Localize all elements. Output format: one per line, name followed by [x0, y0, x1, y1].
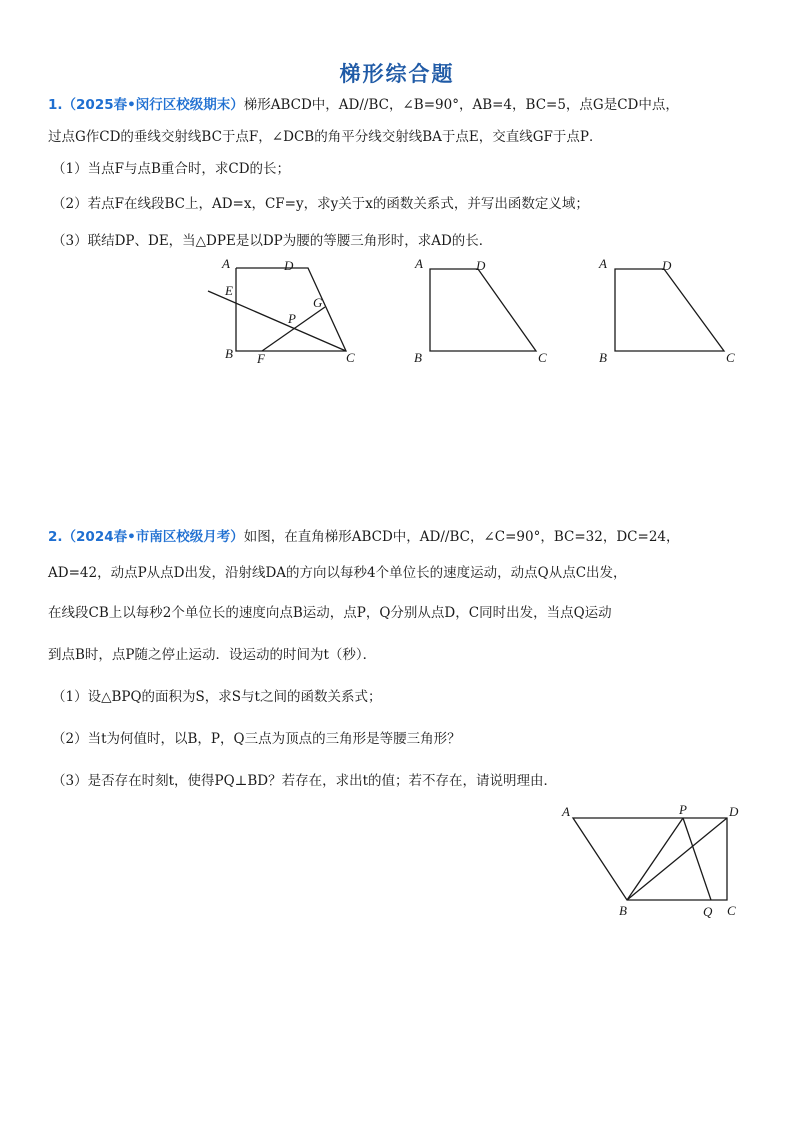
q1-part-1: （1）当点F与点B重合时，求CD的长；	[52, 161, 291, 177]
q1-part-2: （2）若点F在线段BC上，AD=x，CF=y，求y关于x的函数关系式，并写出函数定义域；	[52, 196, 589, 212]
q2-fig-label-q: Q	[703, 904, 713, 919]
q1-fig1-label-d: D	[284, 258, 294, 273]
q1-fig2-label-c: C	[538, 350, 547, 365]
q1-fig1-label-g: G	[313, 295, 323, 310]
q1-part-3: （3）联结DP、DE，当△DPE是以DP为腰的等腰三角形时，求AD的长．	[52, 233, 493, 249]
q1-fig2-trapezoid	[430, 269, 536, 351]
q2-fig-label-p: P	[679, 802, 687, 817]
q1-fig1-label-c: C	[346, 350, 355, 365]
q2-fig-label-a: A	[562, 804, 570, 819]
q1-fig1-trapezoid	[236, 268, 346, 351]
q1-fig2-label-b: B	[414, 350, 422, 365]
q1-figure-2	[414, 256, 547, 365]
q1-fig1-bisector-ce	[208, 291, 346, 351]
q1-line1	[48, 96, 679, 114]
q2-number: 2.	[48, 529, 63, 545]
q2-fig-label-d: D	[729, 804, 739, 819]
q1-source: （2025春•闵行区校级期末）	[62, 97, 244, 113]
q2-source: （2024春•市南区校级月考）	[62, 529, 244, 545]
q1-fig1-label-f: F	[257, 351, 265, 366]
q2-fig-label-c: C	[727, 903, 736, 918]
q1-text-1: 梯形ABCD中，AD//BC，∠B=90°，AB=4，BC=5，点G是CD中点，	[243, 97, 679, 113]
q1-fig1-label-a: A	[222, 256, 230, 271]
q2-part-1: （1）设△BPQ的面积为S，求S与t之间的函数关系式；	[52, 689, 382, 705]
q2-fig-label-b: B	[619, 903, 627, 918]
q1-fig3-label-c: C	[726, 350, 735, 365]
q2-fig-segment-pq	[683, 818, 711, 900]
q1-fig3-label-b: B	[599, 350, 607, 365]
q1-text-2: 过点G作CD的垂线交射线BC于点F，∠DCB的角平分线交射线BA于点E，交直线GF于点P．	[48, 129, 603, 145]
q1-fig2-label-a: A	[415, 256, 423, 271]
q1-number: 1.	[48, 97, 63, 113]
q1-fig2-label-d: D	[476, 258, 486, 273]
q1-fig3-label-d: D	[662, 258, 672, 273]
q2-fig-diagonal-bd	[627, 818, 727, 900]
q2-text-3: 在线段CB上以每秒2个单位长的速度向点B运动，点P，Q分别从点D，C同时出发，当点Q运动	[48, 605, 612, 621]
q1-figure-1	[208, 256, 355, 366]
q2-text-4: 到点B时，点P随之停止运动．设运动的时间为t（秒）．	[48, 647, 377, 663]
q2-text-1: 如图，在直角梯形ABCD中，AD//BC，∠C=90°，BC=32，DC=24，	[243, 529, 680, 545]
q2-fig-trapezoid	[573, 818, 727, 900]
q1-figure-3	[598, 256, 735, 365]
q2-line1	[48, 528, 680, 546]
q1-fig1-label-b: B	[225, 346, 233, 361]
q2-part-3: （3）是否存在时刻t，使得PQ⊥BD？若存在，求出t的值；若不存在，请说明理由．	[52, 773, 558, 789]
q1-fig3-label-a: A	[599, 256, 607, 271]
q1-fig3-trapezoid	[615, 269, 724, 351]
q2-part-2: （2）当t为何值时，以B，P，Q三点为顶点的三角形是等腰三角形？	[52, 731, 461, 747]
page-title: 梯形综合题	[339, 62, 455, 86]
q1-fig1-perpendicular-fg	[262, 307, 325, 351]
q1-fig1-label-p: P	[288, 311, 296, 326]
q2-text-2: AD=42，动点P从点D出发，沿射线DA的方向以每秒4个单位长的速度运动，动点Q从点C出发，	[48, 565, 627, 581]
q1-fig1-label-e: E	[225, 283, 233, 298]
q2-fig-segment-bp	[627, 818, 683, 900]
